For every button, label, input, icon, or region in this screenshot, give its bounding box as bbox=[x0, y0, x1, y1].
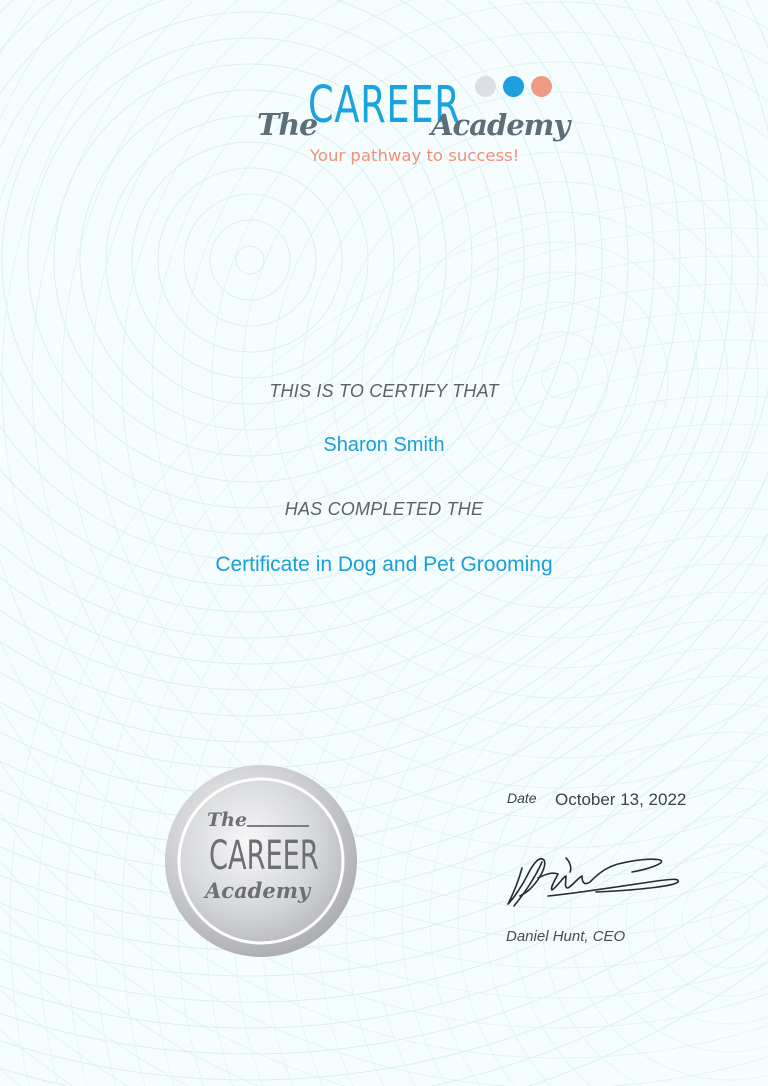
logo-dot-coral bbox=[531, 76, 552, 97]
logo-dot-blue bbox=[503, 76, 524, 97]
signer-name: Daniel Hunt, CEO bbox=[506, 928, 626, 945]
date-label: Date bbox=[507, 790, 537, 806]
certify-intro-text: THIS IS TO CERTIFY THAT bbox=[269, 381, 499, 401]
date-value: October 13, 2022 bbox=[555, 790, 687, 809]
seal-word-career: CAREER bbox=[209, 833, 319, 879]
ceo-signature bbox=[500, 838, 690, 918]
seal-word-the: The bbox=[207, 809, 248, 831]
seal-rule-top bbox=[247, 825, 309, 827]
logo-word-career: CAREER bbox=[308, 76, 461, 135]
logo-tagline: Your pathway to success! bbox=[310, 146, 520, 165]
course-title: Certificate in Dog and Pet Grooming bbox=[215, 553, 553, 576]
logo-word-academy: Academy bbox=[431, 108, 570, 142]
career-academy-logo bbox=[255, 70, 585, 180]
completed-text: HAS COMPLETED THE bbox=[284, 499, 484, 519]
seal-word-academy: Academy bbox=[205, 878, 311, 903]
academy-seal bbox=[163, 763, 359, 959]
recipient-name: Sharon Smith bbox=[323, 434, 445, 456]
logo-dot-grey bbox=[475, 76, 496, 97]
seal-wording bbox=[163, 763, 359, 959]
logo-word-the: The bbox=[257, 108, 318, 143]
